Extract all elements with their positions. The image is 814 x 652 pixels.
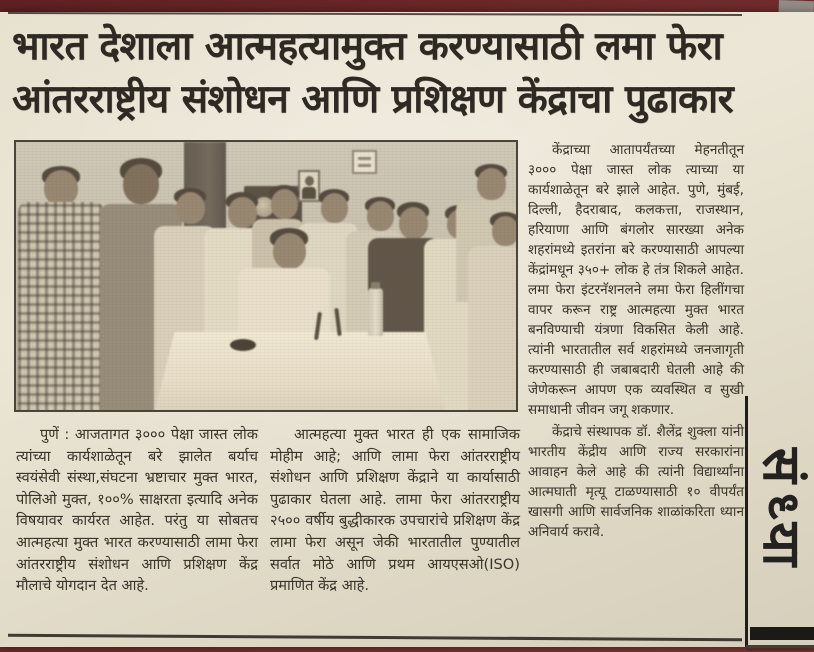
- masthead-black-band: [750, 627, 814, 640]
- left-paragraph: पुणें : आजतागत ३००० पेक्षा जास्त लोक त्यांच्या कार्यशाळेतून बरे झालेत बर्याच स्वयंसेवी संस्था,संघटना भ्रष्टाचार मुक्त भारत, पोलिओ मुक्त, १००% साक्षरता इत्यादि अनेक विषयावर कार्यरत आहेत. परंतु या सोबतच आत्महत्या मुक्त भारत करण्यासाठी लामा फेरा आंतरराष्ट्रीय संशोधन आणि प्रशिक्षण केंद्र मौलाचे योगदान देत आहे.: [16, 426, 258, 595]
- column-right: [528, 140, 744, 542]
- column-left: [16, 424, 258, 597]
- headline-line-1: भारत देशाला आत्महत्यामुक्त करण्यासाठी लमा फेरा: [12, 23, 723, 69]
- article-headline: [12, 20, 772, 126]
- photo-wall-portrait: [298, 170, 320, 202]
- article-photo: [14, 140, 518, 412]
- photo-bowl: [230, 339, 256, 351]
- right-paragraph-1: केंद्राच्या आतापर्यंतच्या मेहनतीतून ३००० पेक्षा जास्त लोक त्याच्या या कार्यशाळेतून बरे झाले आहेत. पुणे, मुंबई, दिल्ली, हैदराबाद, कलकत्ता, राजस्थान, हरियाणा आणि बंगलोर सारख्या अनेक शहरांमध्ये इतरांना बरे करण्यासाठी आपल्या केंद्रांमधून ३५०+ लोक हे तंत्र शिकले आहेत. लमा फेरा इंटरनॅशनलने लमा फेरा हिलींगचा वापर करून राष्ट्र आत्महत्या मुक्त भारत बनविण्याची यंत्रणा विकसित केली आहे. त्यांनी भारतातील सर्व शहरांमध्ये जनजागृती करण्यासाठी ही जबाबदारी घेतली आहे की जेणेकरून आपण एक व्यवस्थित व सुखी समाधानी जीवन जगू शकणार.: [528, 142, 744, 418]
- right-paragraph-2: केंद्राचे संस्थापक डॉ. शैलेंद्र शुक्ला यांनी भारतीय केंद्रीय आणि राज्य सरकारांना आवाहन केले आहे की त्यांनी विद्यार्थ्यांना आत्मघाती मृत्यू टाळण्यासाठी १० वीपर्यंत खासगी आणि सार्वजनिक शाळांकरिता ध्यान अनिवार्य करावे.: [528, 424, 744, 540]
- photo-table: [154, 332, 446, 412]
- portrait-face: [305, 176, 314, 186]
- photo-switchboard: [352, 150, 377, 174]
- bottle-cap: [371, 282, 380, 289]
- photo-water-bottle: [368, 288, 383, 336]
- middle-paragraph: आत्महत्या मुक्त भारत ही एक सामाजिक मोहीम आहे; आणि लामा फेरा आंतरराष्ट्रीय संशोधन आणि प्रशिक्षण केंद्राने या कार्यासाठी पुढाकार घेतला आहे. लामा फेरा आंतरराष्ट्रीय २५०० वर्षीय बुद्धीकारक उपचारांचे प्रशिक्षण केंद्र लामा फेरा असून जेकी भारतातील पुण्यातील सर्वात मोठे आणि प्रथम आयएसओ(ISO) प्रमाणित केंद्र आहे.: [270, 426, 520, 595]
- masthead-border-line: [745, 396, 748, 647]
- bottom-divider-rule: [8, 634, 742, 641]
- masthead-lower-band: [746, 645, 814, 648]
- masthead-title-vertical: संध्या: [751, 447, 812, 577]
- newsprint-sheet: [0, 12, 814, 647]
- column-middle: [270, 424, 520, 597]
- top-divider-rule: [8, 12, 742, 16]
- photo-scene: [16, 142, 516, 410]
- headline-line-2: आंतरराष्ट्रीय संशोधन आणि प्रशिक्षण केंद्राचा पुढाकार: [12, 76, 734, 122]
- portrait-body: [302, 187, 316, 199]
